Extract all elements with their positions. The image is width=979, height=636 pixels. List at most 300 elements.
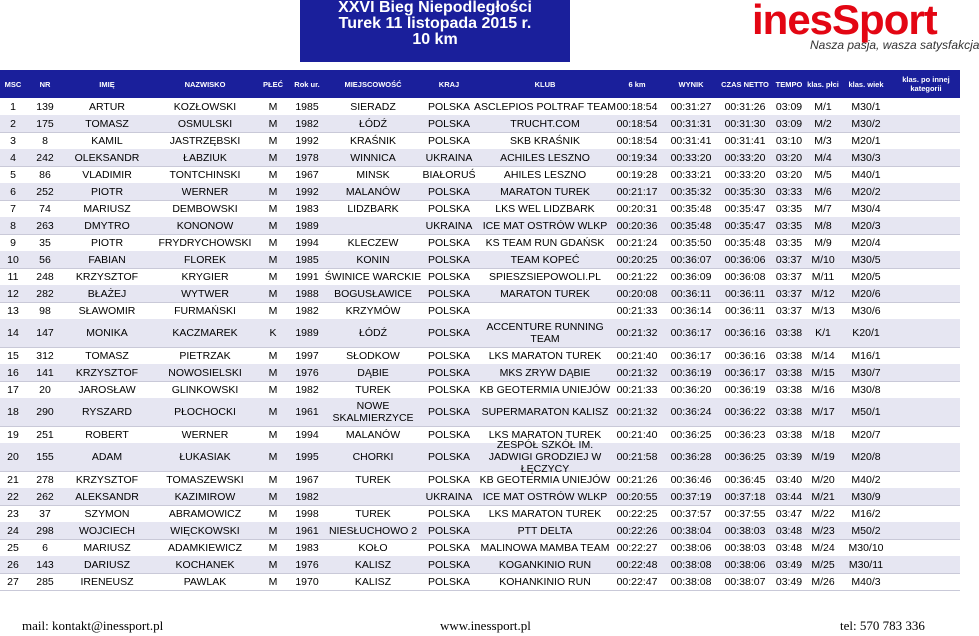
cell-city: ŁÓDŹ: [358, 117, 387, 130]
cell-country: POLSKA: [427, 524, 471, 537]
cell-msc: 4: [10, 151, 16, 164]
cell-first-name: DMYTRO: [84, 219, 130, 232]
cell-nr: 290: [36, 406, 54, 418]
cell-result: 00:36:14: [670, 304, 712, 317]
cell-msc: 1: [10, 100, 16, 113]
event-title: [300, 0, 570, 62]
cell-split-6km: 00:21:32: [616, 327, 658, 339]
cell-split-6km: 00:20:55: [616, 490, 658, 503]
cell-last-name: JASTRZĘBSKI: [169, 134, 241, 147]
cell-city: MALANÓW: [345, 428, 401, 441]
cell-split-6km: 00:22:27: [616, 541, 658, 554]
cell-sex-rank: M/25: [811, 558, 835, 571]
cell-split-6km: 00:21:17: [616, 185, 658, 198]
cell-sex: M: [268, 507, 278, 520]
cell-club: MARATON TUREK: [500, 185, 590, 198]
cell-last-name: ADAMKIEWICZ: [167, 541, 243, 554]
cell-last-name: WYTWER: [181, 287, 229, 300]
cell-club: AHILES LESZNO: [503, 168, 587, 181]
cell-first-name: JAROSŁAW: [78, 383, 136, 396]
cell-split-6km: 00:18:54: [616, 134, 658, 147]
table-row: [0, 98, 960, 116]
cell-other-rank: [892, 98, 960, 115]
cell-country: POLSKA: [427, 327, 471, 339]
cell-nr: 147: [36, 327, 54, 339]
cell-result: 00:38:04: [670, 524, 712, 537]
cell-first-name: KRZYSZTOF: [75, 270, 139, 283]
cell-split-6km: 00:22:26: [616, 524, 658, 537]
cell-city: ŚWINICE WARCKIE: [324, 270, 422, 283]
cell-birth-year: 1983: [295, 202, 319, 215]
cell-first-name: PIOTR: [90, 236, 124, 249]
cell-split-6km: 00:21:22: [616, 270, 658, 283]
cell-country: BIAŁORUŚ: [422, 168, 476, 181]
cell-first-name: KAMIL: [91, 134, 123, 147]
cell-age-rank: M20/4: [851, 236, 881, 249]
cell-club: MKS ZRYW DĄBIE: [499, 366, 591, 379]
cell-city: KONIN: [356, 253, 390, 266]
cell-result: 00:36:28: [670, 451, 712, 463]
cell-result: 00:36:46: [670, 473, 712, 486]
cell-club: MARATON TUREK: [500, 287, 590, 300]
cell-other-rank: [892, 347, 960, 364]
cell-pace: 03:38: [775, 383, 803, 396]
cell-last-name: TOMASZEWSKI: [166, 473, 244, 486]
cell-split-6km: 00:21:26: [616, 473, 658, 486]
cell-msc: 24: [7, 524, 19, 537]
cell-birth-year: 1991: [295, 270, 319, 283]
cell-pace: 03:37: [775, 270, 803, 283]
cell-sex: M: [268, 473, 278, 486]
cell-other-rank: [892, 364, 960, 381]
cell-msc: 2: [10, 117, 16, 130]
table-row: [0, 149, 960, 167]
table-row: [0, 439, 960, 475]
cell-msc: 14: [7, 327, 19, 339]
cell-sex-rank: M/26: [811, 575, 835, 588]
cell-age-rank: M30/10: [848, 541, 884, 554]
cell-other-rank: [892, 443, 960, 471]
cell-city: TUREK: [355, 383, 391, 396]
cell-result: 00:37:19: [670, 490, 712, 503]
table-row: [0, 302, 960, 320]
cell-net-time: 00:35:47: [724, 202, 766, 215]
cell-sex: M: [268, 428, 278, 441]
cell-nr: 262: [36, 490, 54, 503]
column-header-net-time: CZAS NETTO: [721, 79, 769, 89]
cell-pace: 03:44: [775, 490, 803, 503]
footer-tel: tel: 570 783 336: [840, 618, 925, 633]
cell-split-6km: 00:20:36: [616, 219, 658, 232]
table-row: [0, 285, 960, 303]
cell-pace: 03:35: [775, 219, 803, 232]
cell-sex-rank: M/14: [811, 349, 835, 362]
cell-result: 00:36:07: [670, 253, 712, 266]
cell-sex: M: [268, 349, 278, 362]
cell-msc: 19: [7, 428, 19, 441]
cell-age-rank: M16/1: [851, 349, 881, 362]
cell-first-name: BŁAŻEJ: [87, 287, 127, 300]
cell-last-name: ABRAMOWICZ: [168, 507, 242, 520]
cell-result: 00:36:25: [670, 428, 712, 441]
cell-other-rank: [892, 302, 960, 319]
cell-last-name: KAZIMIROW: [174, 490, 236, 503]
cell-age-rank: M30/3: [851, 151, 881, 164]
cell-first-name: OLEKSANDR: [74, 151, 140, 164]
cell-split-6km: 00:20:31: [616, 202, 658, 215]
cell-split-6km: 00:19:34: [616, 151, 658, 164]
cell-age-rank: M30/2: [851, 117, 881, 130]
cell-birth-year: 1989: [295, 219, 319, 232]
cell-birth-year: 1997: [295, 349, 319, 362]
cell-club: KOGANKINIO RUN: [498, 558, 592, 571]
cell-last-name: ŁUKASIAK: [179, 451, 231, 463]
cell-club: ICE MAT OSTRÓW WLKP: [482, 490, 608, 503]
column-header-birth-year: Rok ur.: [294, 79, 320, 89]
cell-sex: M: [268, 451, 278, 463]
cell-sex-rank: M/1: [814, 100, 832, 113]
cell-result: 00:38:06: [670, 541, 712, 554]
table-row: [0, 398, 960, 427]
cell-age-rank: M30/4: [851, 202, 881, 215]
cell-net-time: 00:36:25: [724, 451, 766, 463]
cell-other-rank: [892, 573, 960, 590]
cell-pace: 03:35: [775, 202, 803, 215]
cell-club: ASCLEPIOS POLTRAF TEAM: [474, 100, 616, 113]
cell-net-time: 00:31:41: [724, 134, 766, 147]
cell-net-time: 00:38:06: [724, 558, 766, 571]
cell-city: KALISZ: [354, 575, 392, 588]
cell-sex-rank: M/18: [811, 428, 835, 441]
cell-msc: 12: [7, 287, 19, 300]
cell-country: POLSKA: [427, 134, 471, 147]
cell-nr: 98: [39, 304, 51, 317]
cell-last-name: WIĘCKOWSKI: [170, 524, 240, 537]
cell-pace: 03:40: [775, 473, 803, 486]
cell-nr: 20: [39, 383, 51, 396]
cell-pace: 03:37: [775, 253, 803, 266]
cell-pace: 03:48: [775, 541, 803, 554]
column-header-result: WYNIK: [678, 79, 704, 89]
cell-nr: 37: [39, 507, 51, 520]
cell-birth-year: 1985: [295, 100, 319, 113]
cell-other-rank: [892, 183, 960, 200]
cell-birth-year: 1967: [295, 168, 319, 181]
cell-sex: M: [268, 134, 278, 147]
cell-sex: M: [268, 202, 278, 215]
cell-result: 00:33:20: [670, 151, 712, 164]
cell-sex-rank: M/20: [811, 473, 835, 486]
cell-sex: M: [268, 151, 278, 164]
cell-net-time: 00:37:55: [724, 507, 766, 520]
cell-sex: M: [268, 168, 278, 181]
cell-net-time: 00:36:17: [724, 366, 766, 379]
cell-sex-rank: M/15: [811, 366, 835, 379]
cell-other-rank: [892, 251, 960, 268]
cell-first-name: FABIAN: [88, 253, 126, 266]
cell-age-rank: M20/5: [851, 270, 881, 283]
cell-last-name: TONTCHINSKI: [169, 168, 241, 181]
cell-other-rank: [892, 217, 960, 234]
cell-pace: 03:37: [775, 304, 803, 317]
cell-msc: 7: [10, 202, 16, 215]
inessport-logo: [752, 0, 979, 60]
cell-net-time: 00:38:03: [724, 541, 766, 554]
cell-first-name: DARIUSZ: [83, 558, 131, 571]
cell-sex-rank: M/9: [814, 236, 832, 249]
cell-sex-rank: M/4: [814, 151, 832, 164]
cell-city: MINSK: [356, 168, 390, 181]
cell-first-name: TOMASZ: [85, 349, 129, 362]
table-row: [0, 217, 960, 235]
cell-pace: 03:49: [775, 558, 803, 571]
logo-ines: ines: [752, 0, 833, 43]
cell-other-rank: [892, 166, 960, 183]
cell-result: 00:31:41: [670, 134, 712, 147]
cell-country: POLSKA: [427, 541, 471, 554]
cell-club: TEAM KOPEĆ: [510, 253, 580, 266]
cell-sex-rank: M/17: [811, 406, 835, 418]
cell-pace: 03:20: [775, 151, 803, 164]
cell-country: POLSKA: [427, 117, 471, 130]
cell-msc: 23: [7, 507, 19, 520]
cell-country: POLSKA: [427, 366, 471, 379]
cell-msc: 26: [7, 558, 19, 571]
cell-first-name: SZYMON: [84, 507, 130, 520]
cell-pace: 03:38: [775, 327, 803, 339]
cell-last-name: KACZMAREK: [172, 327, 238, 339]
cell-country: POLSKA: [427, 287, 471, 300]
cell-first-name: ROBERT: [85, 428, 129, 441]
cell-other-rank: [892, 556, 960, 573]
cell-last-name: NOWOSIELSKI: [168, 366, 242, 379]
cell-msc: 13: [7, 304, 19, 317]
column-header-sex-rank: klas. płci: [807, 79, 839, 89]
cell-sex-rank: M/13: [811, 304, 835, 317]
cell-age-rank: M30/9: [851, 490, 881, 503]
cell-other-rank: [892, 381, 960, 398]
cell-net-time: 00:31:26: [724, 100, 766, 113]
cell-sex-rank: M/24: [811, 541, 835, 554]
table-row: [0, 268, 960, 286]
column-header-split-6km: 6 km: [628, 79, 646, 89]
cell-result: 00:36:20: [670, 383, 712, 396]
cell-first-name: ARTUR: [89, 100, 125, 113]
cell-city: KRAŚNIK: [349, 134, 397, 147]
cell-club: SKB KRAŚNIK: [509, 134, 581, 147]
table-row: [0, 488, 960, 506]
cell-split-6km: 00:20:25: [616, 253, 658, 266]
cell-pace: 03:20: [775, 168, 803, 181]
cell-nr: 252: [36, 185, 54, 198]
cell-msc: 11: [7, 270, 19, 283]
cell-age-rank: M20/6: [851, 287, 881, 300]
table-row: [0, 364, 960, 382]
cell-msc: 20: [7, 451, 19, 463]
cell-msc: 3: [10, 134, 16, 147]
table-row: [0, 183, 960, 201]
cell-result: 00:36:17: [670, 349, 712, 362]
cell-first-name: RYSZARD: [82, 406, 132, 418]
cell-sex-rank: M/3: [814, 134, 832, 147]
cell-birth-year: 1994: [295, 428, 319, 441]
cell-pace: 03:38: [775, 366, 803, 379]
cell-net-time: 00:35:30: [724, 185, 766, 198]
cell-city: KLECZEW: [347, 236, 399, 249]
cell-net-time: 00:36:08: [724, 270, 766, 283]
cell-age-rank: M40/1: [851, 168, 881, 181]
cell-nr: 251: [36, 428, 54, 441]
cell-split-6km: 00:20:08: [616, 287, 658, 300]
cell-other-rank: [892, 505, 960, 522]
cell-club: ZESPÓŁ SZKÓŁ IM. JADWIGI GRODZIEJ W ŁĘCZYCY: [488, 439, 602, 475]
cell-age-rank: K20/1: [852, 327, 880, 339]
cell-country: UKRAINA: [425, 151, 473, 164]
cell-split-6km: 00:22:47: [616, 575, 658, 588]
cell-net-time: 00:36:16: [724, 349, 766, 362]
cell-birth-year: 1998: [295, 507, 319, 520]
cell-age-rank: M50/2: [851, 524, 881, 537]
cell-sex: M: [268, 383, 278, 396]
cell-pace: 03:10: [775, 134, 803, 147]
cell-pace: 03:39: [775, 451, 803, 463]
event-distance: 10 km: [412, 31, 458, 48]
cell-sex-rank: K/1: [815, 327, 831, 339]
column-header-nr: NR: [39, 79, 51, 89]
cell-sex-rank: M/16: [811, 383, 835, 396]
cell-sex-rank: M/6: [814, 185, 832, 198]
cell-nr: 6: [42, 541, 48, 554]
cell-nr: 282: [36, 287, 54, 300]
column-header-row: [0, 70, 960, 98]
cell-net-time: 00:36:22: [724, 406, 766, 418]
cell-sex: M: [268, 366, 278, 379]
cell-other-rank: [892, 539, 960, 556]
cell-age-rank: M30/8: [851, 383, 881, 396]
cell-net-time: 00:35:48: [724, 236, 766, 249]
cell-net-time: 00:36:23: [724, 428, 766, 441]
cell-first-name: IRENEUSZ: [80, 575, 134, 588]
cell-sex: M: [268, 558, 278, 571]
cell-sex-rank: M/23: [811, 524, 835, 537]
cell-net-time: 00:36:11: [724, 287, 766, 300]
cell-pace: 03:09: [775, 117, 803, 130]
cell-last-name: FURMAŃSKI: [174, 304, 236, 317]
cell-sex: M: [268, 100, 278, 113]
cell-last-name: FLOREK: [183, 253, 226, 266]
cell-last-name: OSMULSKI: [177, 117, 233, 130]
table-row: [0, 522, 960, 540]
cell-sex: M: [268, 270, 278, 283]
cell-club: [480, 302, 610, 319]
cell-last-name: KOCHANEK: [175, 558, 235, 571]
cell-sex: M: [268, 185, 278, 198]
cell-birth-year: 1989: [295, 327, 319, 339]
cell-result: 00:35:32: [670, 185, 712, 198]
cell-city: LIDZBARK: [347, 202, 399, 215]
footer-mail: mail: kontakt@inessport.pl: [22, 618, 164, 633]
cell-age-rank: M30/5: [851, 253, 881, 266]
cell-other-rank: [892, 200, 960, 217]
cell-country: POLSKA: [427, 575, 471, 588]
cell-result: 00:36:11: [670, 287, 712, 300]
cell-pace: 03:38: [775, 406, 803, 418]
cell-nr: 141: [36, 366, 54, 379]
cell-msc: 18: [7, 406, 19, 418]
column-header-age-rank: klas. wiek: [848, 79, 884, 89]
cell-pace: 03:48: [775, 524, 803, 537]
cell-result: 00:35:50: [670, 236, 712, 249]
cell-nr: 285: [36, 575, 54, 588]
cell-city: SIERADZ: [350, 100, 396, 113]
cell-first-name: WOJCIECH: [79, 524, 135, 537]
cell-net-time: 00:36:45: [724, 473, 766, 486]
cell-nr: 242: [36, 151, 54, 164]
cell-msc: 27: [7, 575, 19, 588]
cell-city: [328, 488, 418, 505]
cell-nr: 155: [36, 451, 54, 463]
cell-club: MALINOWA MAMBA TEAM: [480, 541, 610, 554]
cell-age-rank: M16/2: [851, 507, 881, 520]
cell-other-rank: [892, 488, 960, 505]
cell-birth-year: 1976: [295, 558, 319, 571]
cell-club: PTT DELTA: [517, 524, 573, 537]
cell-city: CHORKI: [352, 451, 394, 463]
table-row: [0, 319, 960, 348]
header: [0, 0, 979, 70]
cell-country: UKRAINA: [425, 490, 473, 503]
cell-city: WINNICA: [350, 151, 396, 164]
cell-last-name: PŁOCHOCKI: [174, 406, 236, 418]
cell-net-time: 00:38:07: [724, 575, 766, 588]
cell-pace: 03:49: [775, 575, 803, 588]
cell-club: KB GEOTERMIA UNIEJÓW: [479, 473, 611, 486]
cell-split-6km: 00:21:40: [616, 349, 658, 362]
table-row: [0, 505, 960, 523]
cell-net-time: 00:36:06: [724, 253, 766, 266]
cell-nr: 263: [36, 219, 54, 232]
cell-last-name: WERNER: [181, 428, 229, 441]
cell-city: KRZYMÓW: [345, 304, 401, 317]
cell-sex: M: [268, 287, 278, 300]
cell-nr: 143: [36, 558, 54, 571]
cell-nr: 248: [36, 270, 54, 283]
cell-nr: 312: [36, 349, 54, 362]
table-row: [0, 471, 960, 489]
cell-other-rank: [892, 115, 960, 132]
cell-nr: 139: [36, 100, 54, 113]
cell-result: 00:37:57: [670, 507, 712, 520]
cell-nr: 175: [36, 117, 54, 130]
cell-last-name: DEMBOWSKI: [172, 202, 238, 215]
cell-country: POLSKA: [427, 349, 471, 362]
cell-split-6km: 00:21:40: [616, 428, 658, 441]
cell-birth-year: 1976: [295, 366, 319, 379]
cell-sex: M: [268, 575, 278, 588]
cell-sex-rank: M/7: [814, 202, 832, 215]
cell-birth-year: 1982: [295, 117, 319, 130]
cell-age-rank: M30/6: [851, 304, 881, 317]
column-header-pace: TEMPO: [775, 79, 803, 89]
cell-age-rank: M20/8: [851, 451, 881, 463]
cell-nr: 35: [39, 236, 51, 249]
cell-club: KB GEOTERMIA UNIEJÓW: [479, 383, 611, 396]
cell-other-rank: [892, 319, 960, 347]
table-row: [0, 539, 960, 557]
cell-sex: M: [268, 236, 278, 249]
cell-sex-rank: M/22: [811, 507, 835, 520]
cell-pace: 03:09: [775, 100, 803, 113]
